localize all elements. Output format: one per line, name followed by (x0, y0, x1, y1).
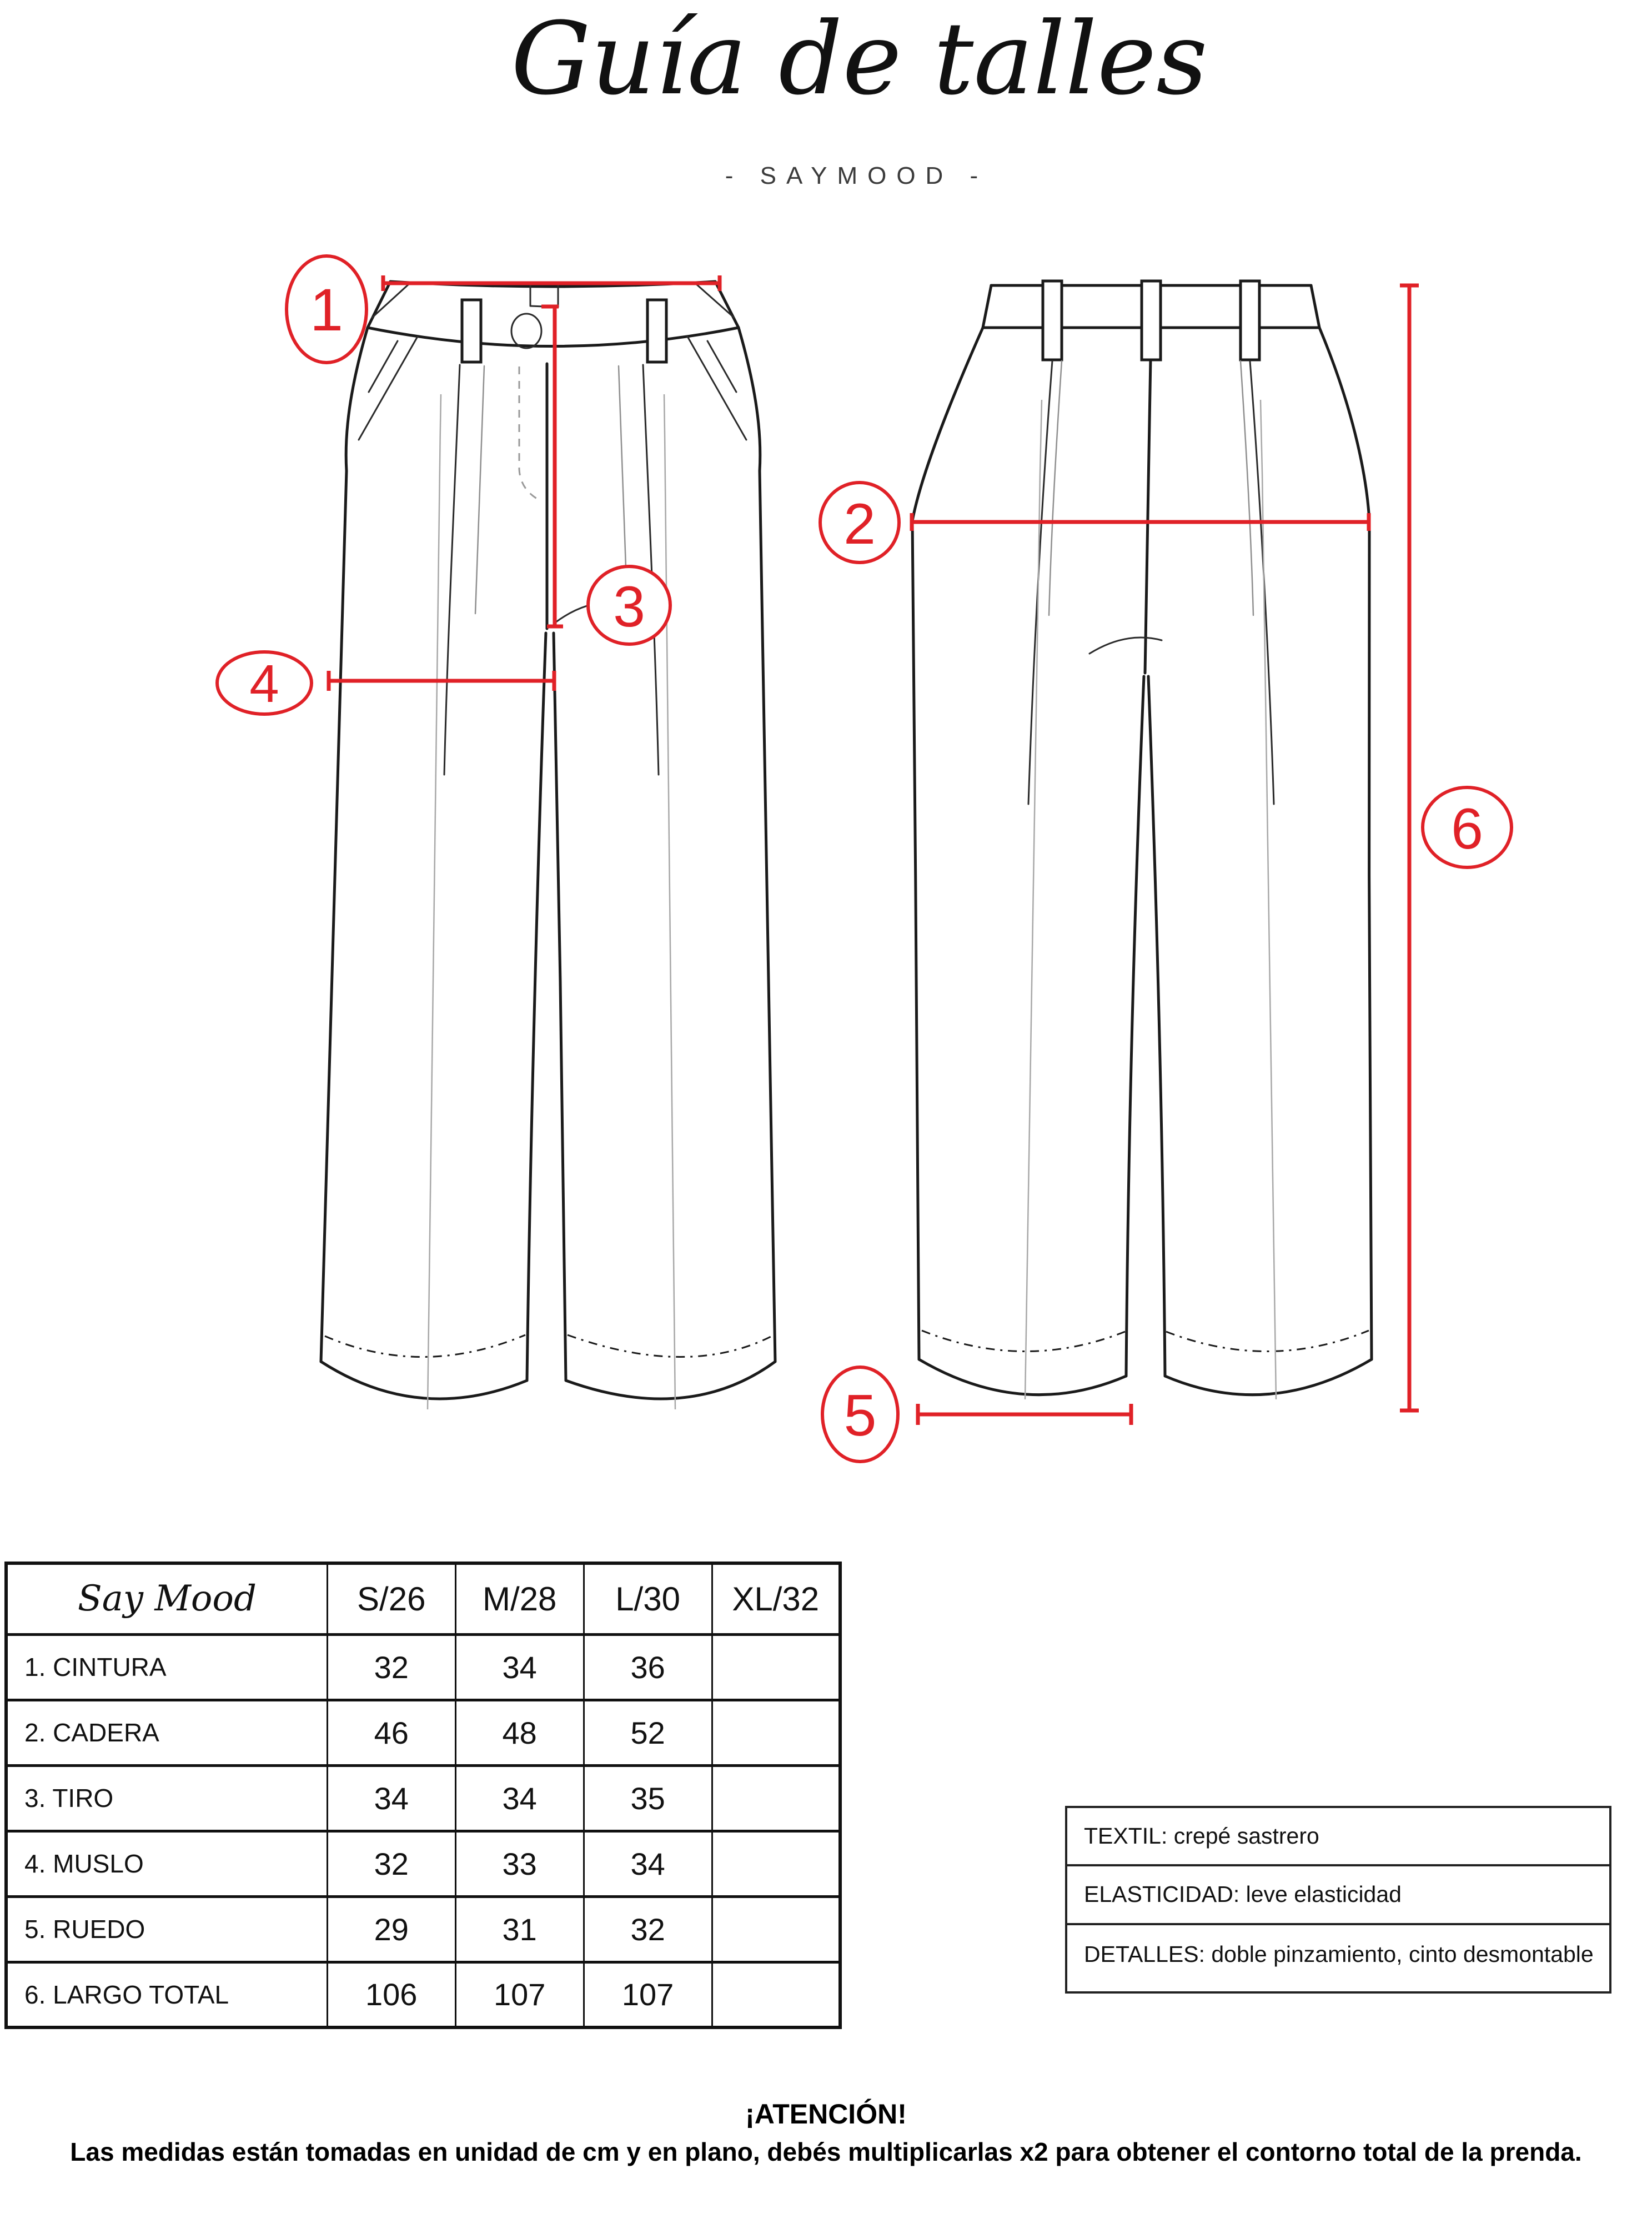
table-row (6, 1765, 840, 1831)
callout-3 (588, 566, 670, 644)
measure-line-2 (912, 513, 1369, 531)
cell-value (712, 1896, 840, 1962)
brand-logo: Say Mood (6, 1563, 327, 1634)
row-label-cadera: 2. CADERA (6, 1700, 327, 1765)
cell-value (712, 1634, 840, 1700)
table-row (6, 1700, 840, 1765)
cell-value: 34 (455, 1765, 584, 1831)
front-view-drawing (321, 282, 775, 1409)
cell-value: 107 (455, 1962, 584, 2027)
svg-text:4: 4 (249, 654, 279, 714)
detail-elasticidad: ELASTICIDAD: leve elasticidad (1067, 1866, 1609, 1925)
cell-value (712, 1831, 840, 1896)
pants-technical-drawing (0, 222, 1652, 1555)
size-table-header-row (6, 1563, 840, 1634)
callout-5 (822, 1367, 898, 1462)
table-row (6, 1962, 840, 2027)
measure-line-3 (541, 307, 563, 626)
brand-subtitle: - SAYMOOD - (725, 162, 988, 189)
cell-value: 52 (584, 1700, 712, 1765)
callout-6 (1423, 787, 1512, 867)
cell-value: 107 (584, 1962, 712, 2027)
cell-value: 32 (584, 1896, 712, 1962)
row-label-largo-total: 6. LARGO TOTAL (6, 1962, 327, 2027)
col-header-s: S/26 (327, 1563, 455, 1634)
fabric-details-box (1065, 1806, 1611, 1994)
cell-value: 33 (455, 1831, 584, 1896)
cell-value: 48 (455, 1700, 584, 1765)
cell-value: 36 (584, 1634, 712, 1700)
table-row (6, 1831, 840, 1896)
row-label-ruedo: 5. RUEDO (6, 1896, 327, 1962)
attention-heading: ¡ATENCIÓN! (745, 2098, 907, 2130)
detail-detalles: DETALLES: doble pinzamiento, cinto desmontable (1084, 1941, 1594, 1967)
cell-value (712, 1962, 840, 2027)
svg-text:5: 5 (843, 1383, 877, 1448)
callout-2 (820, 483, 899, 563)
measurement-note: Las medidas están tomadas en unidad de cm y en plano, debés multiplicarlas x2 para obtener el contorno total de la prenda. (70, 2137, 1582, 2166)
cell-value: 34 (327, 1765, 455, 1831)
col-header-xl: XL/32 (712, 1563, 840, 1634)
cell-value: 31 (455, 1896, 584, 1962)
measure-line-4 (329, 671, 554, 691)
cell-value: 29 (327, 1896, 455, 1962)
size-table (4, 1562, 842, 2029)
table-row (6, 1896, 840, 1962)
measure-line-1 (383, 275, 720, 291)
cell-value: 35 (584, 1765, 712, 1831)
col-header-l: L/30 (584, 1563, 712, 1634)
row-label-tiro: 3. TIRO (6, 1765, 327, 1831)
cell-value: 32 (327, 1634, 455, 1700)
table-row (6, 1634, 840, 1700)
cell-value: 106 (327, 1962, 455, 2027)
col-header-m: M/28 (455, 1563, 584, 1634)
detail-textil: TEXTIL: crepé sastrero (1067, 1808, 1609, 1866)
page-title: Guía de talles (511, 1, 1208, 117)
back-view-drawing (912, 281, 1372, 1399)
cell-value (712, 1700, 840, 1765)
measure-lines (329, 275, 1419, 1425)
svg-text:2: 2 (843, 492, 876, 556)
cell-value: 34 (584, 1831, 712, 1896)
callout-4 (217, 652, 312, 714)
row-label-muslo: 4. MUSLO (6, 1831, 327, 1896)
measure-callouts (217, 256, 1512, 1462)
svg-text:1: 1 (309, 276, 344, 343)
measure-line-6 (1400, 285, 1419, 1410)
cell-value: 34 (455, 1634, 584, 1700)
measure-line-5 (918, 1404, 1131, 1425)
svg-text:6: 6 (1451, 797, 1483, 861)
svg-text:3: 3 (613, 575, 645, 639)
row-label-cintura: 1. CINTURA (6, 1634, 327, 1700)
cell-value (712, 1765, 840, 1831)
cell-value: 46 (327, 1700, 455, 1765)
cell-value: 32 (327, 1831, 455, 1896)
callout-1 (287, 256, 366, 363)
